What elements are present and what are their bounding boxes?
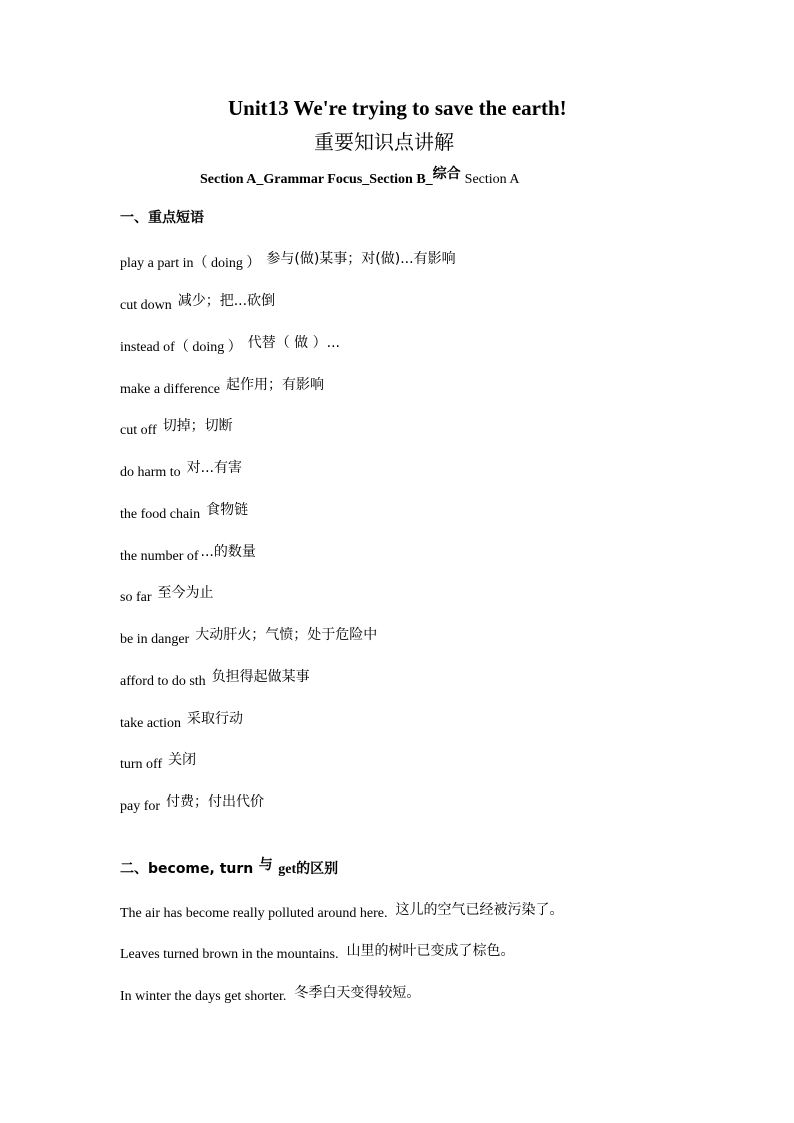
phrase-item: be in danger 大动肝火；气愤；处于危险中 (120, 627, 378, 647)
section-line (200, 168, 520, 188)
section-line-part2: 综合 (432, 166, 461, 182)
phrase-item: do harm to 对...有害 (120, 460, 243, 480)
example-sentence: Leaves turned brown in the mountains. 山里的树叶已变成了棕色。 (120, 943, 515, 962)
phrase-item: pay for 付费；付出代价 (120, 794, 265, 814)
document-subtitle: 重要知识点讲解 (314, 130, 454, 154)
phrase-item: make a difference 起作用；有影响 (120, 377, 325, 397)
phrase-item: take action 采取行动 (120, 711, 244, 731)
heading-key-phrases: 一、重点短语 (120, 210, 204, 226)
phrase-item: cut off 切掉；切断 (120, 418, 233, 438)
example-sentence: In winter the days get shorter. 冬季白天变得较短。 (120, 985, 421, 1004)
phrase-item: turn off 关闭 (120, 752, 197, 772)
heading-become-turn-get: 二、become, turn 与 get的区别 (120, 857, 339, 877)
phrase-item: play a part in（ doing ） 参与(做)某事；对(做)...有影响 (120, 251, 456, 271)
phrase-item: afford to do sth 负担得起做某事 (120, 669, 310, 689)
section-line-part1: Section A_Grammar Focus_Section B_ (200, 172, 433, 187)
section-line-part3: Section A (464, 172, 520, 187)
phrase-item: cut down 减少；把...砍倒 (120, 293, 276, 313)
phrase-item: instead of（ doing ） 代替（ 做 ）... (120, 335, 340, 355)
document-title: Unit13 We're trying to save the earth! (228, 96, 567, 120)
phrase-item: the number of ...的数量 (120, 544, 256, 564)
example-sentence: The air has become really polluted around here. 这儿的空气已经被污染了。 (120, 902, 564, 921)
phrase-item: the food chain 食物链 (120, 502, 249, 522)
phrase-item: so far 至今为止 (120, 585, 214, 605)
